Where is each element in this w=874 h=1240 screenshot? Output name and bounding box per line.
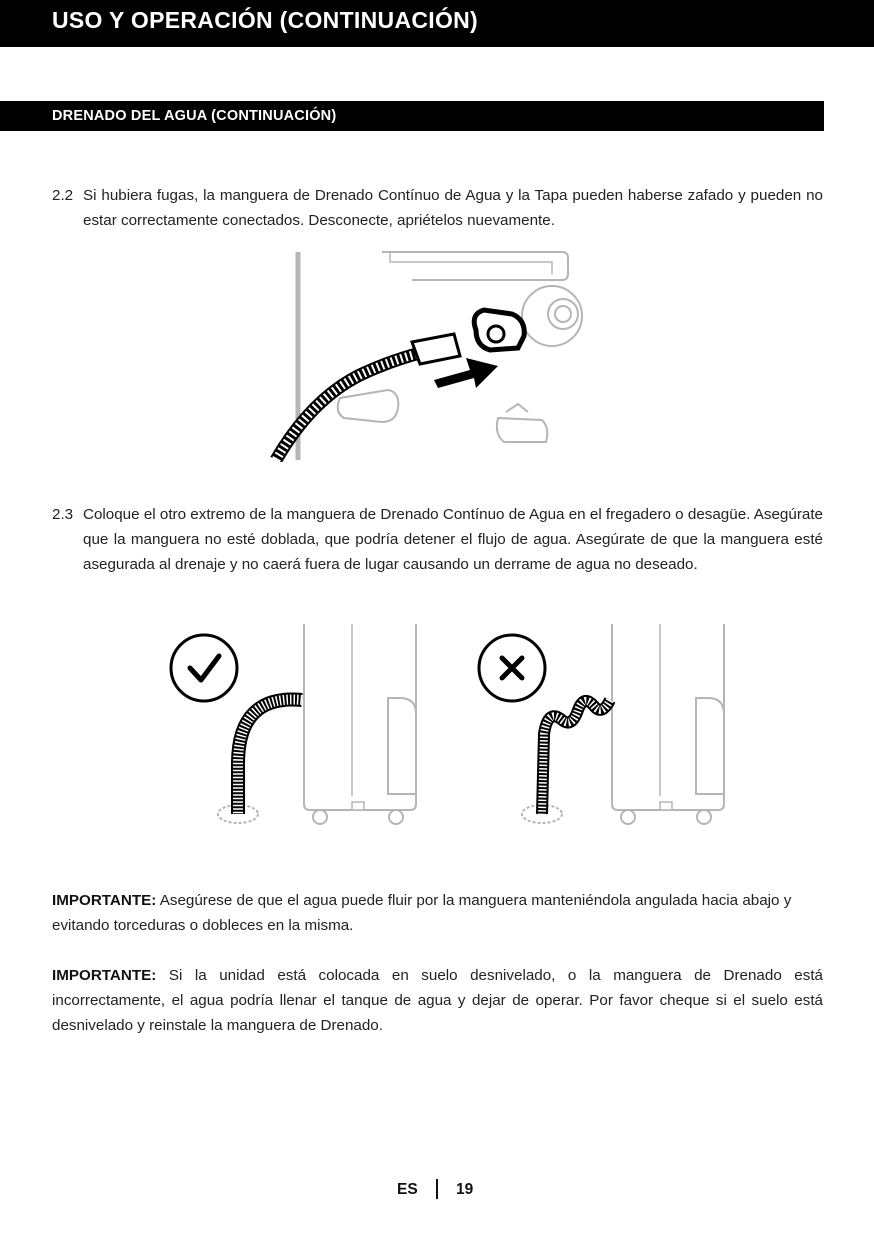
page-footer <box>0 1178 874 1202</box>
header-bar <box>0 0 874 47</box>
step-text: Si hubiera fugas, la manguera de Drenado Contínuo de Agua y la Tapa pueden haberse zafado y pueden no estar correctamente conectados. Desconecte, apriételos nuevamente. <box>83 187 823 229</box>
incorrect-hose-illustration <box>474 624 738 834</box>
footer-language: ES <box>397 1181 418 1198</box>
hose-connection-illustration <box>262 248 602 462</box>
page-title: USO Y OPERACIÓN (CONTINUACIÓN) <box>52 7 479 33</box>
correct-hose-illustration <box>166 624 430 834</box>
step-2-2 <box>52 183 823 233</box>
step-number: 2.3 <box>52 506 74 523</box>
step-2-3 <box>52 502 823 577</box>
step-text: Coloque el otro extremo de la manguera de Drenado Contínuo de Agua en el fregadero o desagüe. Asegúrate que la manguera no esté doblada, que podría detener el flujo de agua. Asegúrate de que la manguera esté asegurada al drenaje y no caerá fuera de lugar causando un derrame de agua no deseado. <box>83 506 823 573</box>
important-note-1 <box>52 888 823 938</box>
important-note-2 <box>52 963 823 1038</box>
note-label: IMPORTANTE: <box>52 892 157 909</box>
note-text: Asegúrese de que el agua puede fluir por la manguera manteniéndola angulada hacia abajo y evitando torceduras o dobleces en la misma. <box>52 892 792 934</box>
section-title: DRENADO DEL AGUA (CONTINUACIÓN) <box>52 108 337 124</box>
section-bar <box>0 101 824 131</box>
note-label: IMPORTANTE: <box>52 967 157 984</box>
step-number: 2.2 <box>52 187 74 204</box>
note-text: Si la unidad está colocada en suelo desnivelado, o la manguera de Drenado está incorrectamente, el agua podría llenar el tanque de agua y dejar de operar. Por favor cheque si el suelo está desnivelado y reinstale la manguera de Drenado. <box>52 967 823 1034</box>
page-number: 19 <box>456 1181 474 1198</box>
footer-divider <box>436 1179 438 1199</box>
